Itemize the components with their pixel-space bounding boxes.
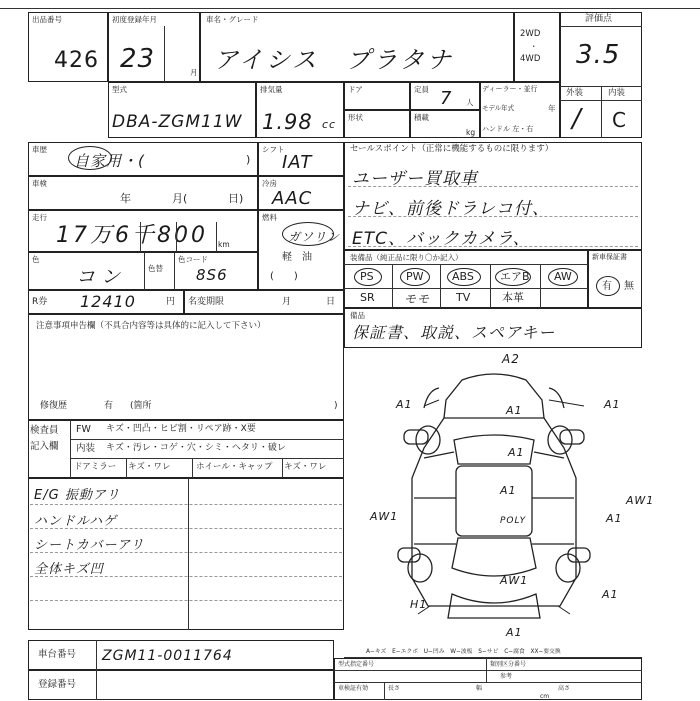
equip-ps: PS bbox=[360, 270, 374, 283]
equip-ps-circle bbox=[354, 268, 382, 286]
chassis-label: 車台番号 bbox=[38, 649, 77, 660]
load-label: 積載 bbox=[414, 113, 429, 122]
footer-line-2 bbox=[334, 682, 642, 683]
color-code-label: 色コード bbox=[178, 255, 208, 264]
mark-a1-topleft: A1 bbox=[396, 398, 413, 411]
warranty-no: 無 bbox=[624, 281, 634, 292]
mark-a1-bottom: A1 bbox=[506, 626, 523, 639]
inspection-year: 年 bbox=[120, 192, 131, 205]
equip-airbag-circle bbox=[495, 268, 531, 286]
inspector-mirror-value: キズ・ワレ bbox=[128, 462, 171, 472]
notes-label: 注意事項申告欄（不具合内容等は具体的に記入して下さい） bbox=[36, 321, 266, 331]
footer-height: 高さ bbox=[558, 685, 571, 692]
score-label: 評価点 bbox=[585, 14, 613, 24]
equip-abs: ABS bbox=[452, 270, 474, 283]
score-interior-value: C bbox=[612, 108, 627, 132]
car-front-outline bbox=[444, 374, 544, 418]
inspector-label-2: 記入欄 bbox=[30, 441, 59, 452]
registration-year: 23 bbox=[120, 44, 156, 74]
mileage-label: 走行 bbox=[32, 213, 47, 222]
footer-line-1 bbox=[334, 670, 642, 671]
shape-label: 形状 bbox=[348, 113, 363, 122]
mark-a1-topright: A1 bbox=[604, 398, 621, 411]
repair-paren: (箇所 bbox=[130, 401, 152, 411]
equip-col-3 bbox=[490, 264, 491, 308]
mark-a1-front-window: A1 bbox=[508, 446, 525, 459]
mileage-div-3 bbox=[216, 222, 217, 252]
inspector-interior-value: キズ・汚レ・コゲ・穴・シミ・ヘタリ・破レ bbox=[106, 443, 286, 453]
chassis-divider bbox=[96, 640, 97, 670]
handle-label: ハンドル 左・右 bbox=[482, 125, 534, 133]
mark-a1-roof: A1 bbox=[506, 404, 523, 417]
lot-label: 出品番号 bbox=[32, 15, 62, 24]
inspector-wheel-div bbox=[192, 458, 193, 478]
warranty-circle bbox=[596, 276, 620, 296]
equip-sr: SR bbox=[360, 291, 375, 304]
inspection-day: 日) bbox=[228, 192, 244, 205]
chassis-value: ZGM11-0011764 bbox=[102, 648, 233, 664]
fuel-label: 燃料 bbox=[262, 213, 277, 222]
score-mid-divider bbox=[601, 86, 602, 138]
recycle-value: 12410 bbox=[80, 292, 136, 311]
equip-leather: 本革 bbox=[502, 291, 524, 304]
reg-divider bbox=[96, 670, 97, 700]
mark-aw1-right: AW1 bbox=[626, 494, 655, 507]
mark-a1-side: A1 bbox=[606, 512, 623, 525]
equip-aw: AW bbox=[554, 270, 572, 283]
inspector-wheel-div-2 bbox=[282, 458, 283, 478]
displacement-unit: cc bbox=[322, 118, 337, 131]
inspector-interior: 内装 bbox=[76, 443, 96, 454]
color-div bbox=[144, 252, 145, 290]
footer-cat: 類別区分番号 bbox=[490, 661, 527, 668]
equip-top bbox=[344, 264, 588, 265]
model-value: DBA-ZGM11W bbox=[112, 112, 243, 132]
repair-label: 修復歴 bbox=[40, 401, 68, 411]
score-exterior-label: 外装 bbox=[566, 88, 584, 98]
footer-ref: 参考 bbox=[500, 673, 513, 680]
name-change-day: 日 bbox=[326, 297, 336, 307]
recycle-unit: 円 bbox=[166, 297, 176, 307]
footer-div-2 bbox=[384, 682, 385, 700]
footer-width: 幅 bbox=[476, 685, 483, 692]
footer-div-1 bbox=[486, 658, 487, 682]
usage-value: 自家用・( bbox=[74, 152, 145, 170]
usage-circle bbox=[68, 146, 112, 170]
equip-pw: PW bbox=[406, 270, 424, 283]
fuel-diesel: 軽 油 bbox=[282, 252, 312, 263]
car-name-label: 車名・グレード bbox=[206, 15, 259, 24]
reg-number-label: 登録番号 bbox=[38, 679, 77, 690]
capacity-value: 7 bbox=[440, 88, 453, 109]
inspector-wheel-value: キズ・ワレ bbox=[284, 462, 327, 472]
inspection-box bbox=[28, 176, 258, 210]
warranty-yes: 有 bbox=[602, 281, 612, 292]
shift-value: IAT bbox=[282, 152, 313, 173]
accessories-value: 保証書、取説、スペアキー bbox=[352, 323, 556, 342]
mileage-div-2 bbox=[176, 222, 177, 252]
mark-aw1-rear: AW1 bbox=[500, 574, 529, 587]
footer-date: 車検証有効 bbox=[338, 685, 369, 692]
legend-text: A−キズ E−エクボ U−凹み W−波板 S−サビ C−腐食 XX−要交換 bbox=[366, 649, 561, 655]
load-unit: kg bbox=[466, 128, 476, 137]
usage-label: 車歴 bbox=[32, 145, 47, 154]
repair-value: 有 bbox=[104, 401, 114, 411]
equip-airbag: エアB bbox=[500, 270, 530, 283]
color-value: コン bbox=[76, 266, 127, 288]
note-line-5 bbox=[30, 600, 342, 601]
mileage-unit: km bbox=[218, 240, 230, 249]
handwritten-note-1: E/G 振動アリ bbox=[34, 488, 121, 503]
mark-a1-rearright: A1 bbox=[602, 588, 619, 601]
car-body bbox=[412, 418, 576, 606]
equip-pw-circle bbox=[400, 268, 430, 286]
fuel-circle bbox=[282, 222, 334, 246]
inspector-row-1 bbox=[70, 439, 344, 440]
aircon-value: AAC bbox=[272, 188, 313, 209]
score-divider bbox=[560, 26, 642, 27]
registration-label: 初度登録年月 bbox=[112, 15, 157, 24]
cabin-rear bbox=[452, 538, 536, 576]
footer-right-box bbox=[334, 658, 642, 700]
score-interior-label: 内装 bbox=[608, 88, 626, 98]
footer-cert: 型式指定番号 bbox=[338, 661, 375, 668]
inspector-row-2 bbox=[70, 458, 344, 459]
repair-close: ) bbox=[334, 401, 338, 411]
inspector-fw-value: キズ・凹凸・ヒビ割・リペア跡・X要 bbox=[106, 424, 256, 434]
fuel-paren: ( ) bbox=[270, 271, 298, 282]
drive-dot: ・ bbox=[530, 42, 538, 51]
door-label: ドア bbox=[348, 85, 363, 94]
car-hood-right bbox=[549, 388, 564, 408]
car-damage-diagram bbox=[344, 348, 644, 638]
capacity-unit: 人 bbox=[466, 98, 474, 107]
equip-aw-circle bbox=[548, 268, 578, 286]
handwritten-note-2: ハンドルハゲ bbox=[34, 514, 118, 529]
score-divider-3 bbox=[560, 100, 642, 101]
new-warranty-label: 新車保証書 bbox=[592, 253, 627, 261]
equip-col-2 bbox=[440, 264, 441, 308]
aircon-label: 冷房 bbox=[262, 179, 277, 188]
score-value: 3.5 bbox=[576, 40, 621, 70]
shift-label: シフト bbox=[262, 145, 285, 154]
handwritten-note-4: 全体キズ凹 bbox=[34, 562, 104, 577]
sales-point-line-3: ETC、バックカメラ、 bbox=[352, 229, 531, 249]
fuel-value: ガソリン bbox=[288, 230, 341, 244]
lot-number: 426 bbox=[54, 48, 99, 73]
inspector-wheel: ホイール・キャップ bbox=[196, 462, 273, 472]
drive-2wd: 2WD bbox=[520, 29, 541, 39]
mileage-div-1 bbox=[140, 222, 141, 252]
drive-4wd: 4WD bbox=[520, 54, 541, 64]
registration-month-unit: 月 bbox=[190, 68, 198, 77]
mark-a2-top: A2 bbox=[502, 352, 520, 366]
equip-tv: TV bbox=[456, 291, 471, 304]
model-year-unit: 年 bbox=[548, 104, 556, 113]
mark-aw1-left: AW1 bbox=[370, 510, 399, 523]
footer-length: 長さ bbox=[388, 685, 401, 692]
sales-point-label: セールスポイント（正常に機能するものに限ります） bbox=[350, 144, 554, 154]
equip-col-1 bbox=[392, 264, 393, 308]
color-div-2 bbox=[174, 252, 175, 290]
notes-divider bbox=[188, 478, 189, 630]
equipment-label: 装備品（純正品に限り〇か記入） bbox=[350, 253, 463, 262]
note-line-1 bbox=[30, 504, 342, 505]
mark-a1-center: A1 bbox=[500, 484, 517, 497]
color-code-value: 8S6 bbox=[196, 266, 228, 284]
model-year-label: モデル年式 bbox=[482, 104, 515, 112]
name-change-month: 月 bbox=[282, 297, 292, 307]
inspector-mirror-div bbox=[126, 458, 127, 478]
equip-divider bbox=[344, 288, 588, 289]
footer-cm: cm bbox=[540, 693, 550, 700]
inspection-label: 車検 bbox=[32, 179, 47, 188]
inspector-col bbox=[70, 420, 71, 478]
recycle-label: R券 bbox=[32, 297, 48, 307]
color-label: 色 bbox=[32, 255, 40, 264]
displacement-value: 1.98 bbox=[262, 110, 313, 134]
handwritten-note-3: シートカバーアリ bbox=[34, 538, 145, 553]
sales-point-line-1: ユーザー買取車 bbox=[352, 169, 478, 189]
score-exterior-value: / bbox=[572, 104, 582, 134]
accessories-label: 備品 bbox=[350, 311, 365, 320]
inspection-month: 月( bbox=[172, 192, 188, 205]
displacement-label: 排気量 bbox=[260, 85, 283, 94]
usage-close: ) bbox=[246, 153, 251, 166]
inspector-label-1: 検査員 bbox=[30, 425, 59, 436]
registration-divider bbox=[164, 26, 165, 82]
capacity-label: 定員 bbox=[414, 85, 429, 94]
header-strip bbox=[0, 0, 700, 9]
car-name-value: アイシス プラタナ bbox=[214, 46, 454, 74]
color-change-label: 色替 bbox=[148, 264, 163, 273]
equip-col-4 bbox=[540, 264, 541, 308]
sales-point-line-2: ナビ、前後ドラレコ付、 bbox=[352, 199, 550, 219]
mark-poly: POLY bbox=[500, 516, 527, 526]
mileage-value: 17万6千800 bbox=[56, 223, 208, 248]
inspector-fw: FW bbox=[76, 424, 91, 435]
name-change-label: 名変期限 bbox=[188, 297, 225, 307]
inspector-mirror: ドアミラー bbox=[74, 462, 117, 472]
model-label: 型式 bbox=[112, 85, 127, 94]
dealer-label: ディーラー・並行 bbox=[482, 85, 538, 93]
equip-momo: モモ bbox=[404, 292, 431, 306]
mark-h1-rearleft: H1 bbox=[410, 598, 428, 611]
equip-abs-circle bbox=[447, 268, 481, 286]
